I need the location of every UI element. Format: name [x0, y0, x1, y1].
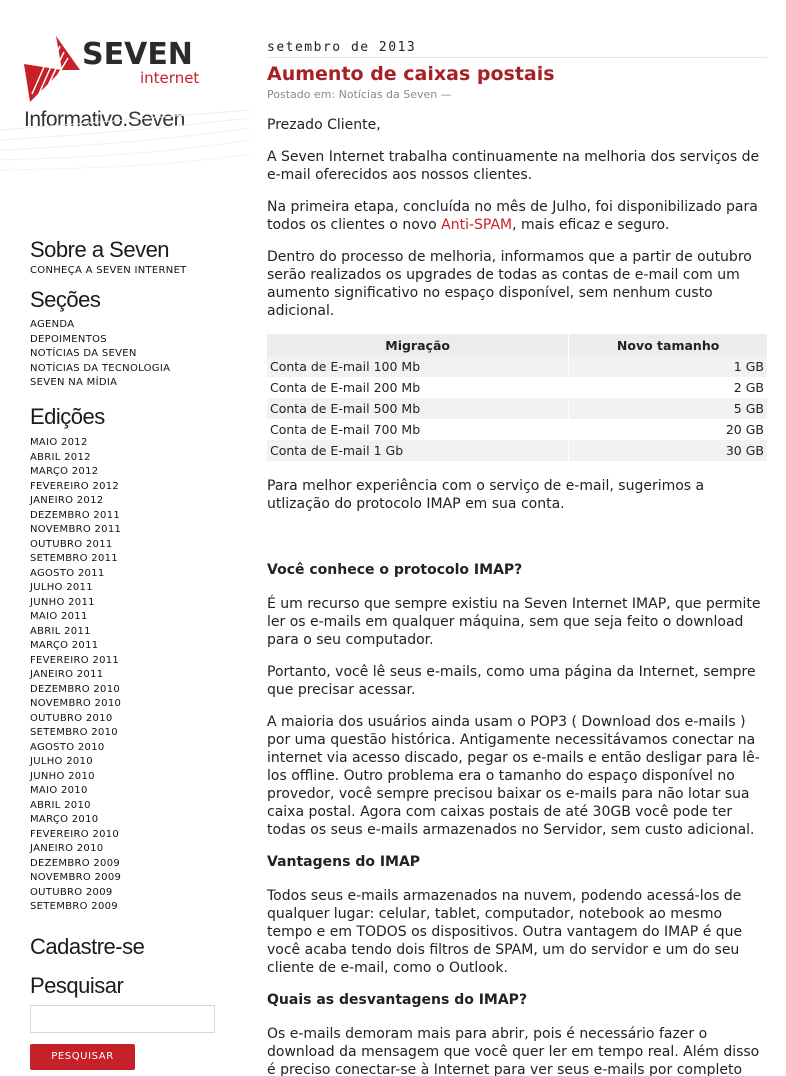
- seven-logo-mark-icon: [22, 34, 82, 104]
- sidebar-link-edition[interactable]: MARÇO 2010: [30, 814, 99, 825]
- sidebar-link-edition[interactable]: JANEIRO 2012: [30, 495, 104, 506]
- post-meta: [267, 88, 767, 102]
- sidebar-link-edition[interactable]: JANEIRO 2010: [30, 843, 104, 854]
- sidebar-link-section[interactable]: SEVEN NA MÍDIA: [30, 377, 118, 388]
- section-heading-advantages: Vantagens do IMAP: [267, 854, 421, 870]
- signup-link[interactable]: Cadastre-se: [30, 934, 145, 959]
- p2-text-end: , mais eficaz e seguro.: [512, 217, 670, 233]
- sidebar-link-about[interactable]: CONHEÇA A SEVEN INTERNET: [30, 265, 187, 276]
- table-row: [267, 419, 767, 440]
- table-cell-plan: Conta de E-mail 1 Gb: [267, 440, 569, 461]
- table-row: [267, 377, 767, 398]
- post-paragraph: Os e-mails demoram mais para abrir, pois é necessário fazer o download da mensagem que você quer ler em tempo real. Além disso é preciso conectar-se à Internet para ver seus e-mails por completo: [267, 1026, 760, 1076]
- sidebar-link-edition[interactable]: MARÇO 2011: [30, 640, 99, 651]
- p2-text: Na primeira etapa, concluída no mês de Julho, foi disponibilizado para todos os clientes o novo: [267, 199, 758, 233]
- post-date: setembro de 2013: [267, 38, 767, 58]
- brand-tagline: Informativo.Seven: [24, 108, 185, 131]
- sidebar-heading-about: Sobre a Seven: [30, 237, 170, 262]
- sidebar-link-edition[interactable]: FEVEREIRO 2012: [30, 480, 120, 492]
- sidebar-link-edition[interactable]: FEVEREIRO 2011: [30, 654, 120, 666]
- table-row: [267, 356, 767, 377]
- sidebar-link-edition[interactable]: FEVEREIRO 2010: [30, 828, 120, 840]
- sidebar-link-edition[interactable]: AGOSTO 2011: [30, 567, 105, 579]
- table-cell-size: 30 GB: [569, 440, 767, 461]
- post-meta-suffix: —: [437, 88, 452, 101]
- table-cell-plan: Conta de E-mail 700 Mb: [270, 422, 421, 437]
- sidebar-link-edition[interactable]: ABRIL 2011: [30, 625, 91, 637]
- table-cell-size: 2 GB: [569, 377, 767, 398]
- section-heading-imap: Você conhece o protocolo IMAP?: [267, 562, 523, 578]
- post-paragraph: Dentro do processo de melhoria, informamos que a partir de outubro serão realizados os upgrades de todas as contas de e-mail com um aumento significativo no espaço disponível, sem nenhum custo adicional.: [267, 249, 752, 319]
- sidebar-link-edition[interactable]: OUTUBRO 2009: [30, 886, 113, 898]
- sidebar-link-edition[interactable]: OUTUBRO 2010: [30, 712, 113, 724]
- sidebar-link-edition[interactable]: DEZEMBRO 2010: [30, 683, 121, 695]
- sidebar: [0, 0, 250, 1076]
- sidebar-link-edition[interactable]: SETEMBRO 2009: [30, 901, 118, 912]
- anti-spam-link[interactable]: Anti-SPAM: [441, 217, 513, 233]
- post-title[interactable]: Aumento de caixas postais: [267, 63, 555, 85]
- sidebar-link-edition[interactable]: MARÇO 2012: [30, 466, 99, 477]
- table-cell-plan: Conta de E-mail 500 Mb: [267, 398, 569, 419]
- sidebar-link-edition[interactable]: JANEIRO 2011: [30, 669, 104, 680]
- brand-sub: internet: [140, 69, 200, 87]
- post-paragraph: A maioria dos usuários ainda usam o POP3 ( Download dos e-mails ) por uma questão histórica. Antigamente necessitávamos conectar na internet via acesso discado, pegar os e-mails e então desligar para lê-los offline. Outro problema era o tamanho do espaço disponível no provedor, você sempre precisou baixar os e-mails para não lotar sua caixa postal. Agora com caixas postais de até 30GB você pode ter todas os seus e-mails armazenados no Servidor, sem custo adicional.: [267, 714, 760, 838]
- post-paragraph: Portanto, você lê seus e-mails, como uma página da Internet, sempre que precisar acessar.: [267, 664, 756, 698]
- post-paragraph: Para melhor experiência com o serviço de e-mail, sugerimos a utlização do protocolo IMAP em sua conta.: [267, 478, 705, 512]
- migration-table: [267, 334, 767, 461]
- post-paragraph: É um recurso que sempre existiu na Seven Internet IMAP, que permite ler os e-mails em qualquer máquina, sem que seja feito o download para o seu computador.: [267, 596, 761, 648]
- sidebar-link-edition[interactable]: JULHO 2011: [30, 582, 93, 593]
- post-greeting: Prezado Cliente,: [267, 117, 381, 133]
- table-cell-plan: Conta de E-mail 100 Mb: [267, 356, 569, 377]
- section-heading-disadvantages: Quais as desvantagens do IMAP?: [267, 992, 528, 1008]
- sidebar-list-editions: [30, 436, 121, 915]
- sidebar-heading-editions: Edições: [30, 404, 105, 429]
- sidebar-link-edition[interactable]: NOVEMBRO 2009: [30, 872, 122, 883]
- search-button[interactable]: PESQUISAR: [30, 1044, 135, 1070]
- table-cell-plan: Conta de E-mail 200 Mb: [270, 380, 421, 395]
- sidebar-heading-sections: Seções: [30, 287, 101, 312]
- sidebar-list-about: [30, 264, 187, 279]
- sidebar-link-section[interactable]: NOTÍCIAS DA TECNOLOGIA: [30, 362, 171, 374]
- search-heading: Pesquisar: [30, 973, 124, 998]
- sidebar-link-edition[interactable]: JUNHO 2010: [30, 770, 95, 782]
- sidebar-link-edition[interactable]: JULHO 2010: [30, 756, 93, 767]
- post-category-link[interactable]: Notícias da Seven: [338, 88, 438, 101]
- post-meta-prefix: Postado em:: [267, 88, 339, 101]
- search-input[interactable]: [30, 1005, 215, 1033]
- sidebar-link-edition[interactable]: NOVEMBRO 2010: [30, 698, 122, 709]
- sidebar-link-edition[interactable]: SETEMBRO 2011: [30, 553, 118, 564]
- post-content: [267, 38, 767, 1076]
- decorative-swoosh: [0, 110, 250, 190]
- table-header-row: [267, 334, 767, 356]
- sidebar-link-edition[interactable]: JUNHO 2011: [30, 596, 95, 608]
- sidebar-link-edition[interactable]: AGOSTO 2010: [30, 741, 105, 753]
- sidebar-link-edition[interactable]: DEZEMBRO 2009: [30, 857, 121, 869]
- sidebar-link-edition[interactable]: MAIO 2012: [30, 437, 88, 448]
- table-header-migration: Migração: [267, 334, 569, 356]
- sidebar-link-edition[interactable]: ABRIL 2010: [30, 799, 91, 811]
- sidebar-link-edition[interactable]: NOVEMBRO 2011: [30, 524, 122, 535]
- sidebar-link-edition[interactable]: OUTUBRO 2011: [30, 538, 113, 550]
- sidebar-link-edition[interactable]: DEZEMBRO 2011: [30, 509, 121, 521]
- sidebar-list-sections: [30, 318, 170, 391]
- sidebar-link-edition[interactable]: ABRIL 2012: [30, 451, 91, 463]
- table-cell-size: 20 GB: [569, 419, 767, 440]
- brand-name: SEVEN: [82, 37, 193, 72]
- table-header-new-size: Novo tamanho: [569, 334, 767, 356]
- post-paragraph: A Seven Internet trabalha continuamente na melhoria dos serviços de e-mail oferecidos aos nossos clientes.: [267, 149, 760, 183]
- table-cell-size: 1 GB: [569, 356, 767, 377]
- sidebar-link-section[interactable]: AGENDA: [30, 319, 75, 330]
- table-row: [267, 398, 767, 419]
- post-paragraph: [267, 198, 767, 234]
- sidebar-link-edition[interactable]: SETEMBRO 2010: [30, 727, 118, 738]
- table-cell-size: 5 GB: [569, 398, 767, 419]
- table-row: [267, 440, 767, 461]
- sidebar-link-edition[interactable]: MAIO 2011: [30, 611, 88, 622]
- post-paragraph: Todos seus e-mails armazenados na nuvem, podendo acessá-los de qualquer lugar: celular, tablet, computador, notebook ao mesmo tempo e em TODOS os dispositivos. Outra vantagem do IMAP é que você acaba tendo dois filtros de SPAM, um do servidor e um do seu cliente de e-mail, como o Outlook.: [267, 888, 743, 976]
- sidebar-link-section[interactable]: DEPOIMENTOS: [30, 333, 107, 345]
- sidebar-link-edition[interactable]: MAIO 2010: [30, 785, 88, 796]
- sidebar-link-section[interactable]: NOTÍCIAS DA SEVEN: [30, 348, 137, 359]
